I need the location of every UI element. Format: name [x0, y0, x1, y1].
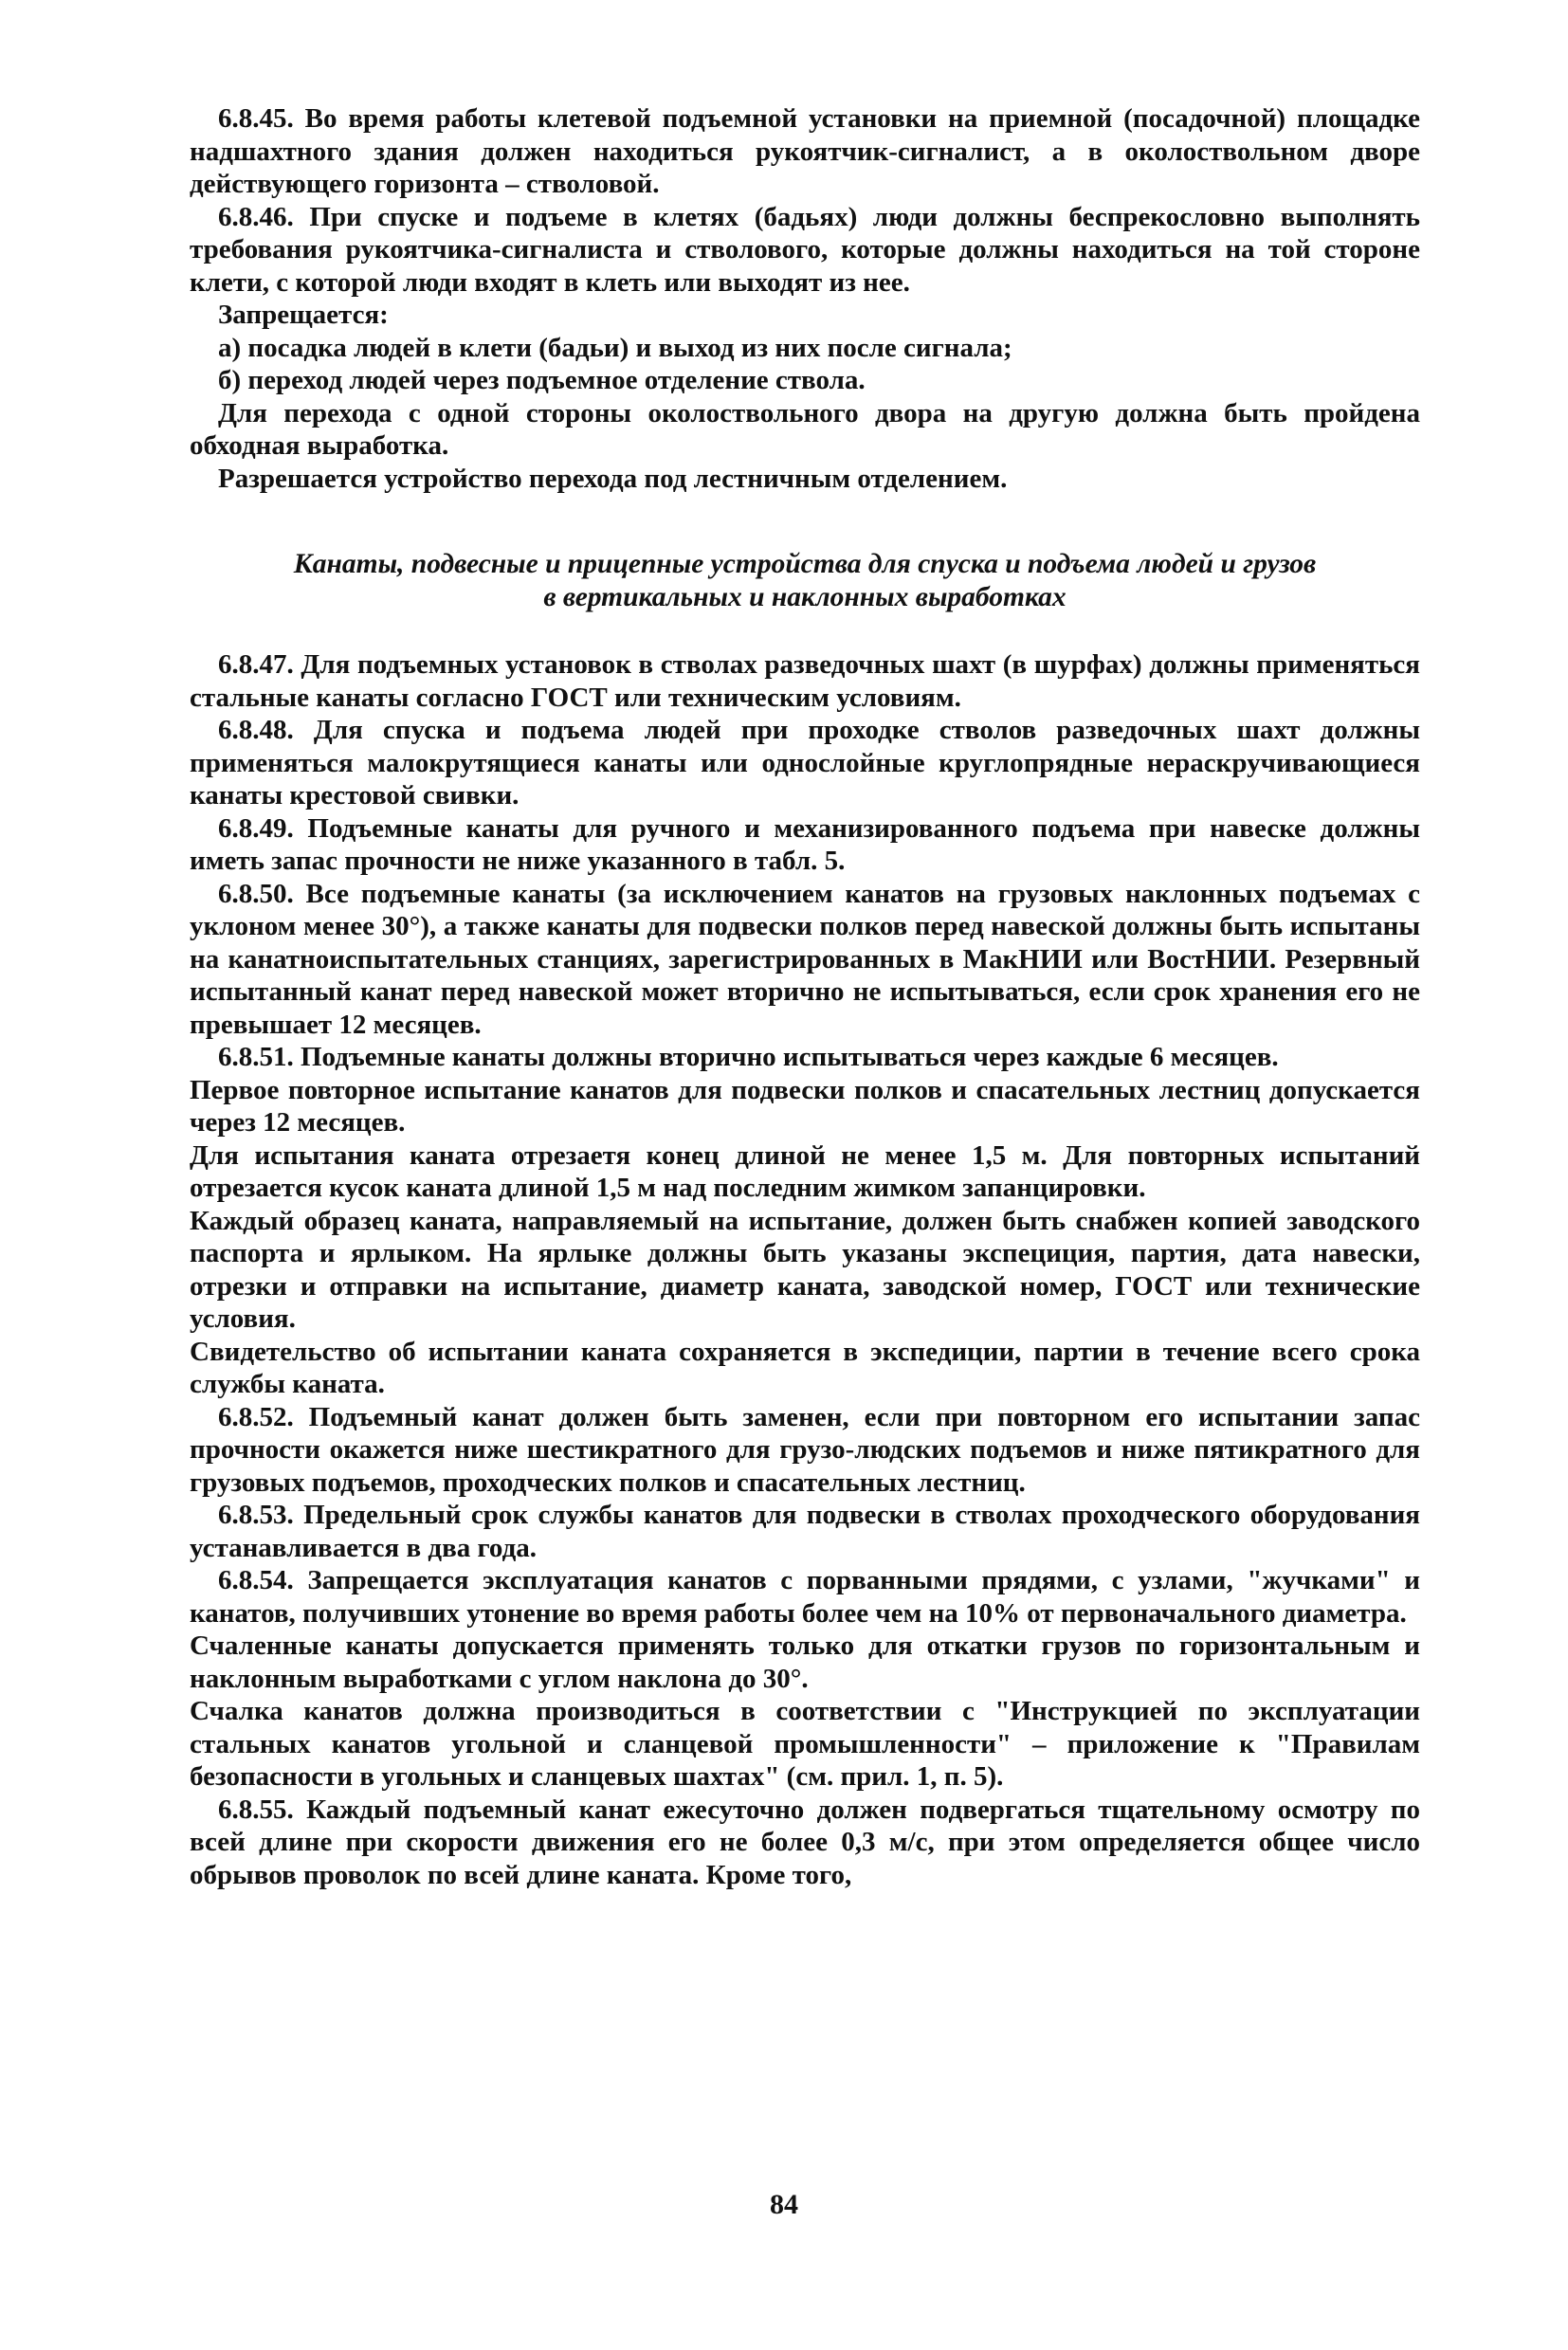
section-heading	[190, 548, 1420, 614]
paragraph-cut: Для испытания каната отрезаетя конец длиной не менее 1,5 м. Для повторных испытаний отрезается кусок каната длиной 1,5 м над последним жимком запанцировки.	[190, 1139, 1420, 1203]
section-heading-line-1: Канаты, подвесные и прицепные устройства для спуска и подъема людей и грузов	[293, 549, 1317, 579]
list-item-b: б) переход людей через подъемное отделение ствола.	[218, 365, 866, 395]
page-number: 84	[770, 2189, 798, 2220]
paragraph-6-8-45: 6.8.45. Во время работы клетевой подъемной установки на приемной (посадочной) площадке надшахтного здания должен находиться рукоятчик-сигналист, а в околоствольном дворе действующего горизонта – стволовой.	[190, 103, 1420, 199]
list-item-a: а) посадка людей в клети (бадьи) и выход из них после сигнала;	[218, 332, 1012, 363]
paragraph-splicing: Счалка канатов должна производиться в соответствии с "Инструкцией по эксплуатации стальных канатов угольной и сланцевой промышленности" – приложение к "Правилам безопасности в угольных и сланцевых шахтах" (см. прил. 1, п. 5).	[190, 1696, 1420, 1792]
paragraph-6-8-54: 6.8.54. Запрещается эксплуатация канатов с порванными прядями, с узлами, "жучками" и канатов, получивших утонение во время работы более чем на 10% от первоначального диаметра.	[190, 1565, 1420, 1629]
paragraph-6-8-48: 6.8.48. Для спуска и подъема людей при проходке стволов разведочных шахт должны применяться малокрутящиеся канаты или однослойные круглопрядные нераскручивающиеся канаты крестовой свивки.	[190, 715, 1420, 811]
body-text	[190, 102, 1420, 1891]
section-heading-line-2: в вертикальных и наклонных выработках	[543, 582, 1067, 612]
paragraph-certificate: Свидетельство об испытании каната сохраняется в экспедиции, партии в течение всего срока службы каната.	[190, 1336, 1420, 1399]
paragraph-6-8-50: 6.8.50. Все подъемные канаты (за исключением канатов на грузовых наклонных подъемах с уклоном менее 30°), а также канаты для подвески полков перед навеской должны быть испытаны на канатноиспытательных станциях, зарегистрированных в МакНИИ или ВостНИИ. Резервный испытанный канат перед навеской может вторично не испытываться, если срок хранения его не превышает 12 месяцев.	[190, 878, 1420, 1040]
paragraph-first-test: Первое повторное испытание канатов для подвески полков и спасательных лестниц допускается через 12 месяцев.	[190, 1074, 1420, 1138]
paragraph-6-8-52: 6.8.52. Подъемный канат должен быть заменен, если при повторном его испытании запас прочности окажется ниже шестикратного для грузо-людских подъемов и ниже пятикратного для грузовых подъемов, проходческих полков и спасательных лестниц.	[190, 1401, 1420, 1498]
paragraph-6-8-47: 6.8.47. Для подъемных установок в стволах разведочных шахт (в шурфах) должны применяться стальные канаты согласно ГОСТ или техническим условиям.	[190, 649, 1420, 713]
paragraph-6-8-51: 6.8.51. Подъемные канаты должны вторично испытываться через каждые 6 месяцев.	[218, 1042, 1279, 1072]
paragraph-6-8-46: 6.8.46. При спуске и подъеме в клетях (бадьях) люди должны беспрекословно выполнять требования рукоятчика-сигналиста и стволового, которые должны находиться на той стороне клети, с которой люди входят в клеть или выходят из нее.	[190, 201, 1420, 298]
paragraph-6-8-55: 6.8.55. Каждый подъемный канат ежесуточно должен подвергаться тщательному осмотру по всей длине при скорости движения его не более 0,3 м/с, при этом определяется общее число обрывов проволок по всей длине каната. Кроме того,	[190, 1794, 1420, 1890]
paragraph-spliced: Счаленные канаты допускается применять только для откатки грузов по горизонтальным и наклонным выработками с углом наклона до 30°.	[190, 1630, 1420, 1694]
paragraph-6-8-53: 6.8.53. Предельный срок службы канатов для подвески в стволах проходческого оборудования устанавливается в два года.	[190, 1500, 1420, 1563]
prohibited-label: Запрещается:	[218, 300, 389, 330]
paragraph-bypass: Для перехода с одной стороны околоствольного двора на другую должна быть пройдена обходная выработка.	[190, 397, 1420, 461]
paragraph-allowed: Разрешается устройство перехода под лестничным отделением.	[218, 463, 1008, 494]
paragraph-sample: Каждый образец каната, направляемый на испытание, должен быть снабжен копией заводского паспорта и ярлыком. На ярлыке должны быть указаны экспециция, партия, дата навески, отрезки и отправки на испытание, диаметр каната, заводской номер, ГОСТ или технические условия.	[190, 1205, 1420, 1334]
paragraph-6-8-49: 6.8.49. Подъемные канаты для ручного и механизированного подъема при навеске должны иметь запас прочности не ниже указанного в табл. 5.	[190, 812, 1420, 876]
